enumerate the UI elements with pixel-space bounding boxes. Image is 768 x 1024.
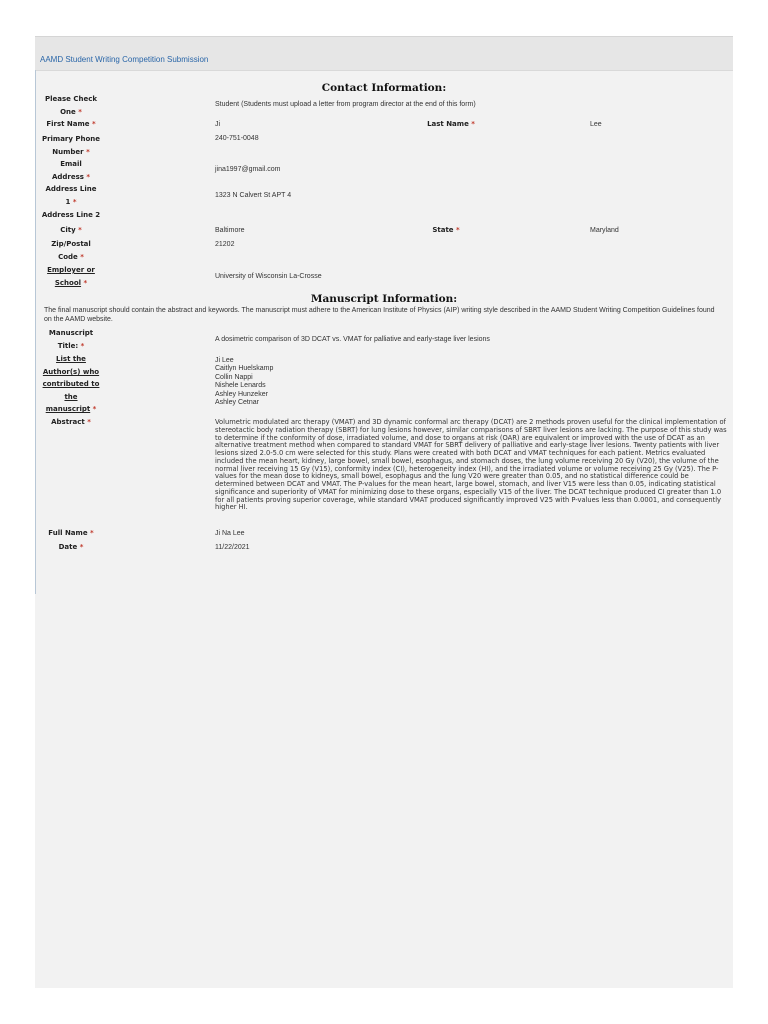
phone-label: Primary Phone Number *: [41, 135, 101, 156]
address1-label: Address Line 1 *: [45, 185, 97, 206]
employer-value: University of Wisconsin La-Crosse: [215, 273, 322, 280]
date-value: 11/22/2021: [215, 544, 250, 551]
email-label: Email Address *: [51, 160, 91, 181]
author-item: Nishele Lenards: [215, 382, 266, 390]
abstract-label: Abstract *: [51, 418, 91, 426]
manuscript-title-value: A dosimetric comparison of 3D DCAT vs. VMAT for palliative and early-stage liver lesions: [215, 336, 490, 343]
first-name-value: Ji: [215, 121, 221, 128]
authors-label: List the Author(s) who contributed to the manuscript *: [42, 355, 100, 413]
last-name-label: Last Name *: [427, 120, 475, 128]
date-label: Date *: [58, 543, 84, 551]
address1-value: 1323 N Calvert St APT 4: [215, 192, 292, 199]
competition-link[interactable]: AAMD Student Writing Competition Submission: [40, 55, 209, 64]
last-name-value: Lee: [590, 121, 602, 128]
authors-list: [215, 357, 273, 407]
form-page: [35, 36, 733, 988]
address2-label: Address Line 2: [41, 211, 101, 219]
zip-label: Zip/Postal Code *: [51, 240, 91, 261]
city-label: City *: [60, 226, 82, 234]
state-label: State *: [432, 226, 460, 234]
zip-value: 21202: [215, 241, 235, 248]
manuscript-title-label: Manuscript Title: *: [48, 329, 94, 350]
author-item: Ji Lee: [215, 357, 234, 364]
please-check-label: Please Check One *: [44, 95, 98, 116]
please-check-value: Student (Students must upload a letter from program director at the end of this form): [215, 101, 476, 108]
author-item: Ashley Cetnar: [215, 398, 259, 406]
manuscript-note: The final manuscript should contain the abstract and keywords. The manuscript must adhere to the American Institute of Physics (AIP) writing style described in the AAMD Student Writing Competition Guidelines found on the AAMD website.: [44, 307, 715, 323]
header-bar: [35, 36, 733, 71]
state-value: Maryland: [590, 227, 619, 234]
email-value: jina1997@gmail.com: [215, 166, 281, 173]
phone-value: 240-751-0048: [215, 135, 259, 142]
first-name-label: First Name *: [46, 120, 96, 128]
abstract-text: Volumetric modulated arc therapy (VMAT) and 3D dynamic conformal arc therapy (DCAT) are 2 methods proven useful for the clinical implementation of stereotactic body radiation therapy (SBRT) for lung lesions however, similar comparisons of SBRT liver lesions are lacking. The purpose of this study was to determine if the conformity of dose, irradiated volume, and dose to organs at risk (OAR) are equivalent or improved with the use of DCAT as an alternative treatment method when compared to standard VMAT for SBRT delivery of palliative and early-stage liver lesions. Twenty patients with liver lesions sized 2.0-5.0 cm were selected for this study. Plans were created with both DCAT and VMAT techniques for each patient. Metrics evaluated included the mean heart, kidney, large bowel, small bowel, esophagus, and stomach doses, the lung volume receiving 20 Gy (V20), the volume of the normal liver receiving 15 Gy (V15), conformity index (CI), heterogeneity index (HI), and the irradiated volume or volume receiving 25 Gy (V25). The P-values for the mean dose to kidneys, small bowel, esophagus and the lung V20 were greater than 0.05, and no statistical difference could be determined between DCAT and VMAT. The P-values for the mean heart, large bowel, stomach, and liver V15 were less than 0.05, indicating statistical significance and superiority of VMAT for minimizing dose to these organs, especially V15 of the liver. The DCAT technique produced CI greater than 1.0 for all patients proving superior coverage, while standard VMAT produced significantly improved V25 with P-values less than 0.0001, and consequently higher HI.: [215, 418, 727, 512]
author-item: Caitlyn Huelskamp: [215, 365, 274, 373]
contact-section-title: Contact Information:: [321, 82, 447, 94]
manuscript-section-title: Manuscript Information:: [310, 293, 458, 305]
author-item: Collin Nappi: [215, 373, 253, 381]
author-item: Ashley Hunzeker: [215, 390, 268, 398]
full-name-label: Full Name *: [48, 529, 94, 537]
employer-label: Employer or School *: [47, 266, 95, 287]
full-name-value: Ji Na Lee: [215, 530, 245, 537]
city-value: Baltimore: [215, 227, 245, 234]
